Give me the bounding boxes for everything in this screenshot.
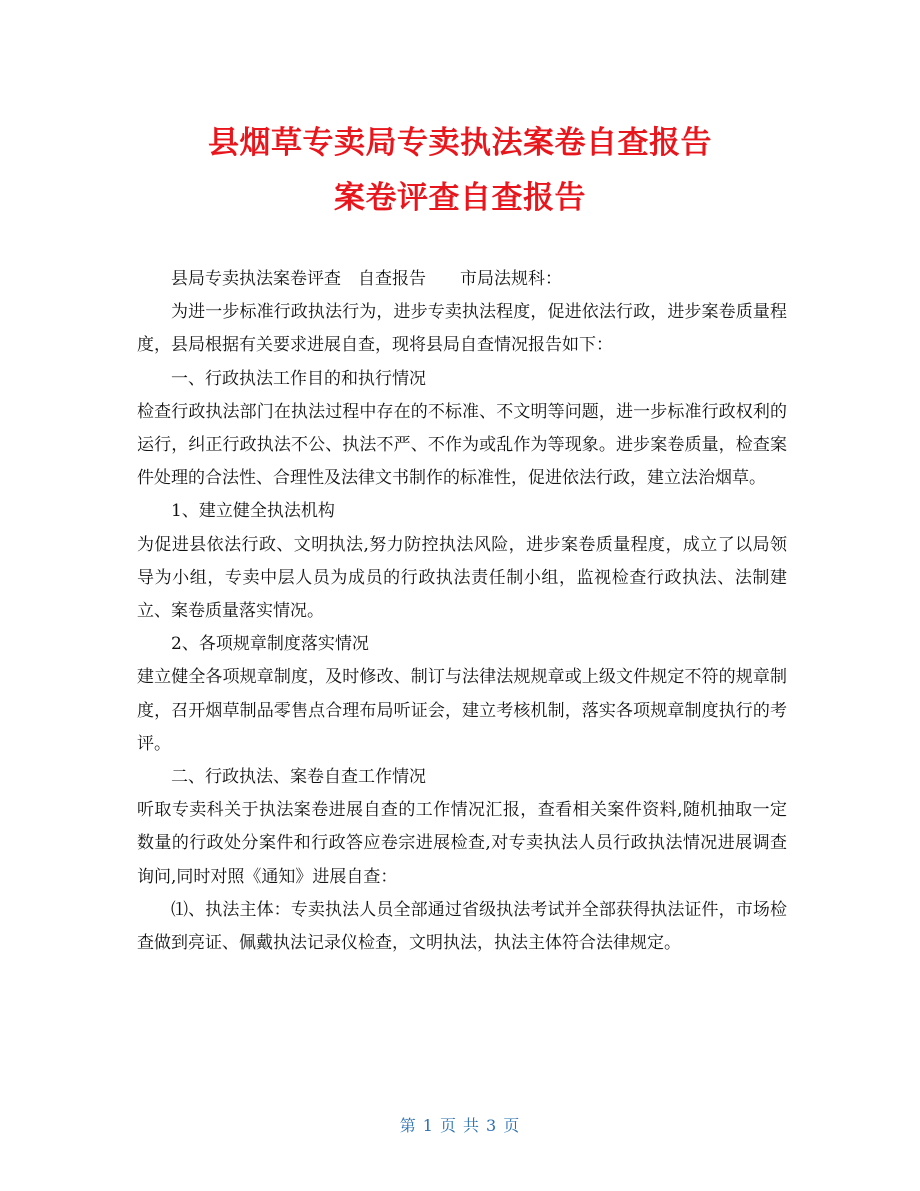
footer-gong: 共: [463, 1116, 481, 1135]
footer-ye2: 页: [503, 1116, 521, 1135]
footer-di: 第: [399, 1116, 417, 1135]
body-paragraph: 听取专卖科关于执法案卷进展自查的工作情况汇报，查看相关案件资料,随机抽取一定数量的行政处分案件和行政答应卷宗进展检查,对专卖执法人员行政执法情况进展调查询问,同时对照《通知》进展自查：: [137, 800, 787, 887]
body-paragraph: 检查行政执法部门在执法过程中存在的不标准、不文明等问题，进一步标准行政权利的运行，纠正行政执法不公、执法不严、不作为或乱作为等现象。进步案卷质量，检查案件处理的合法性、合理性及法律文书制作的标准性，促进依法行政，建立法治烟草。: [137, 401, 787, 489]
subsection-heading: 1、建立健全执法机构: [171, 501, 335, 522]
body-paragraph: 为促进县依法行政、文明执法,努力防控执法风险，进步案卷质量程度，成立了以局领导为小组，专卖中层人员为成员的行政执法责任制小组，监视检查行政执法、法制建立、案卷质量落实情况。: [137, 534, 787, 622]
salutation-paragraph: 县局专卖执法案卷评查 自查报告 市局法规科：: [171, 269, 562, 289]
subsection-heading: 2、各项规章制度落实情况: [171, 634, 369, 655]
document-body: [137, 263, 787, 960]
footer-total-pages: 3: [486, 1116, 498, 1135]
list-item-paragraph: ⑴、执法主体：专卖执法人员全部通过省级执法考试并全部获得执法证件，市场检查做到亮证、佩戴执法记录仪检查，文明执法，执法主体符合法律规定。: [137, 899, 787, 954]
document-title: 县烟草专卖局专卖执法案卷自查报告: [208, 125, 712, 161]
footer-ye: 页: [439, 1116, 457, 1135]
intro-paragraph: 为进一步标准行政执法行为，进步专卖执法程度，促进依法行政，进步案卷质量程度，县局根据有关要求进展自查，现将县局自查情况报告如下：: [137, 302, 787, 356]
body-paragraph: 建立健全各项规章制度，及时修改、制订与法律法规规章或上级文件规定不符的规章制度，召开烟草制品零售点合理布局听证会，建立考核机制，落实各项规章制度执行的考评。: [137, 667, 787, 754]
page-footer: [0, 1113, 920, 1136]
section-heading: 二、行政执法、案卷自查工作情况: [171, 767, 426, 788]
section-heading: 一、行政执法工作目的和执行情况: [171, 368, 426, 389]
footer-page-number: 1: [422, 1116, 434, 1135]
document-subtitle: 案卷评查自查报告: [334, 180, 586, 216]
